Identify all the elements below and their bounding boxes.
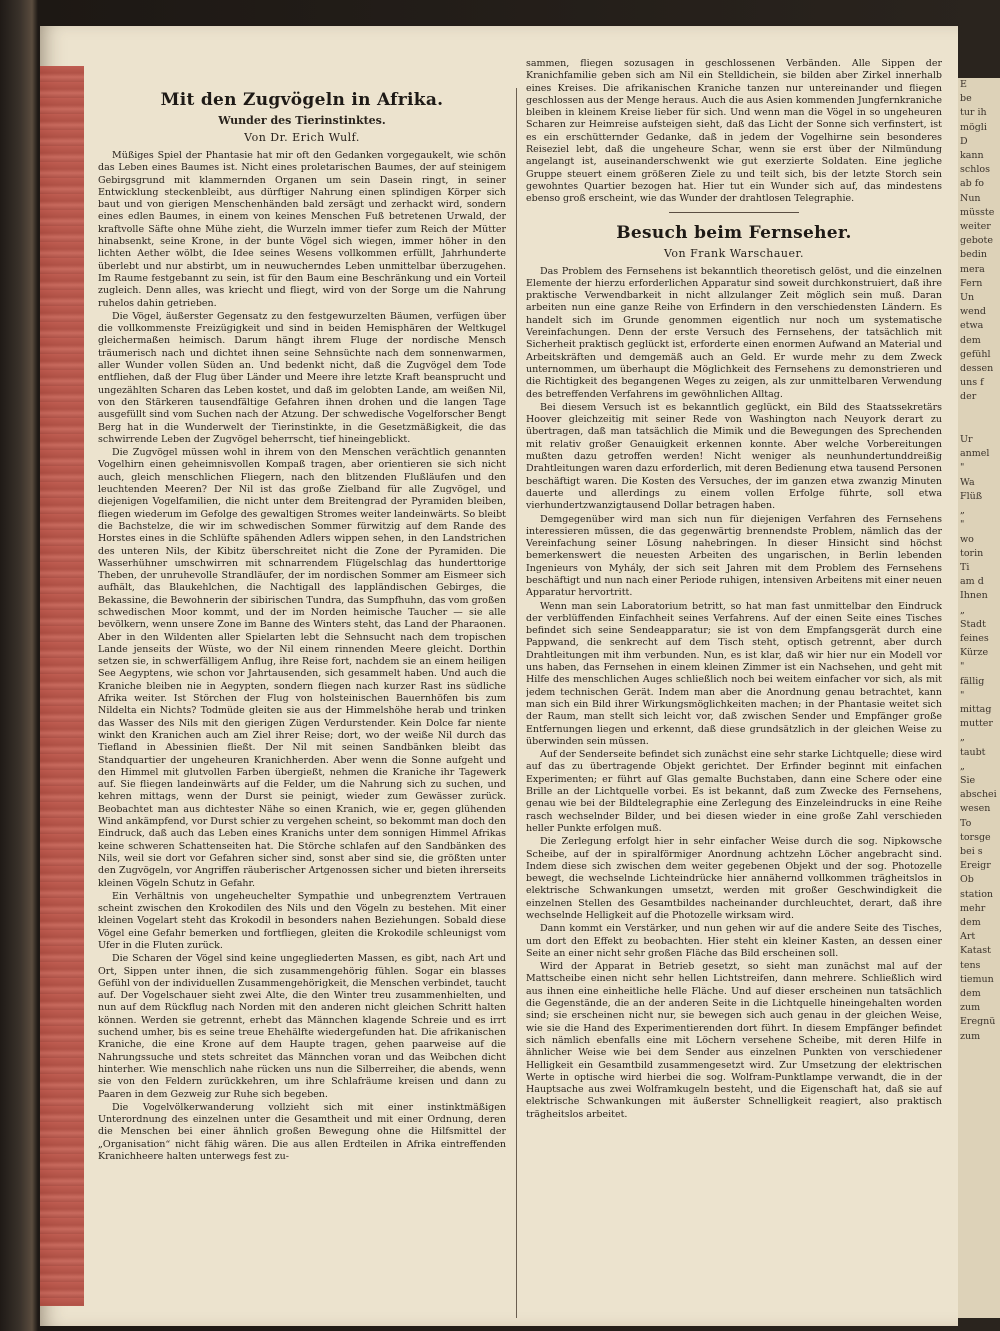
edge-line-fragment: wend: [960, 306, 986, 318]
edge-line-fragment: Wa: [960, 476, 975, 488]
edge-line-fragment: „: [960, 604, 965, 616]
article-author: Von Dr. Erich Wulf.: [244, 131, 360, 144]
article-body: [98, 150, 506, 1163]
edge-line-fragment: ": [960, 661, 965, 673]
edge-line-fragment: Nun: [960, 192, 981, 204]
paragraph: Dann kommt ein Verstärker, und nun gehen wir auf die andere Seite des Tisches, um dort den Effekt zu beobachten. Hier steht ein kleiner Kasten, an dessen einer Seite an einer nicht sehr großen Fläche das Bild erscheinen soll.: [526, 923, 942, 959]
paragraph: Die Vogelvölkerwanderung vollzieht sich mit einer instinktmäßigen Unterordnung des einzelnen unter die Gesamtheit und mit einer Ordnung, deren die Menschen bei einer ähnlich großen Bewegung ohne die Hilfsmittel der „Organisation“ nicht fähig wären. Die aus allen Erdteilen in Afrika eintreffenden Kranichheere halten unterwegs fest zu-: [98, 1101, 506, 1163]
edge-line-fragment: station: [960, 888, 994, 900]
edge-line-fragment: bei s: [960, 845, 983, 857]
article-subtitle: Wunder des Tierinstinktes.: [218, 114, 386, 127]
edge-line-fragment: etwa: [960, 320, 984, 332]
paragraph: Bei diesem Versuch ist es bekanntlich geglückt, ein Bild des Staatssekretärs Hoover gleichzeitig mit seiner Rede von Washington nach Neuyork derart zu übertragen, daß man tatsächlich die Mimik und die Bewegungen des Sprechenden mit relativ großer Genauigkeit erkennen konnte. Aber welche Vorbereitungen mußten dazu getroffen werden! Nicht weniger als neunhundertunddreißig Drahtleitungen waren dazu erforderlich, mit deren Bedienung etwa tausend Personen beschäftigt waren. Die Kosten des Versuches, der im ganzen etwa zwanzig Minuten dauerte und allerdings zu einem vollen Erfolge führte, soll etwa vierhundertzwanzigtausend Dollar betragen haben.: [526, 401, 942, 512]
edge-line-fragment: Stadt: [960, 618, 986, 630]
edge-line-fragment: Ihnen: [960, 590, 988, 602]
edge-line-fragment: der: [960, 391, 977, 403]
edge-line-fragment: To: [960, 817, 972, 829]
edge-line-fragment: Ereigr: [960, 860, 991, 872]
paragraph: Das Problem des Fernsehens ist bekanntlich theoretisch gelöst, und die einzelnen Elemente der hierzu erforderlichen Apparatur sind soweit durchkonstruiert, daß ihre praktische Verwendbarkeit in nicht allzulanger Zeit möglich sein muß. Daran arbeiten nun eine ganze Reihe von Erfindern in den verschiedensten Ländern. Es handelt sich im Grunde genommen eigentlich nur noch um systematische Vereinfachungen. Denn der erste Versuch des Fernsehens, der tatsächlich mit Sicherheit praktisch geglückt ist, erforderte einen enormen Aufwand an Material und Arbeitskräften und demgemäß auch an Geld. Er wurde mehr zu dem Zweck unternommen, um überhaupt die Möglichkeit des Fernsehens zu demonstrieren und die Richtigkeit des begangenen Weges zu zeigen, als zur unmittelbaren Verwendung des betreffenden Verfahrens im gewöhnlichen Alltag.: [526, 265, 942, 400]
article-author: Von Frank Warschauer.: [663, 246, 805, 260]
edge-line-fragment: ": [960, 462, 965, 474]
paragraph: Ein Verhältnis von ungeheuchelter Sympathie und unbegrenztem Vertrauen scheint zwischen den Krokodilen des Nils und den Vögeln zu bestehen. Mit einer kleinen Vogelart steht das Krokodil in besonders nahen Beziehungen. Sobald diese Vögel eine Gefahr bemerken und fortfliegen, gleiten die Krokodile schleunigst vom Ufer in die Fluten zurück.: [98, 890, 506, 951]
edge-line-fragment: torsge: [960, 831, 991, 843]
edge-line-fragment: Fern: [960, 277, 983, 289]
edge-line-fragment: kann: [960, 150, 984, 162]
next-page-edge: [958, 78, 1000, 1318]
edge-line-fragment: wo: [960, 533, 974, 545]
edge-line-fragment: dessen: [960, 363, 994, 375]
edge-line-fragment: wesen: [960, 803, 991, 815]
edge-line-fragment: dem: [960, 916, 981, 928]
edge-line-fragment: zum: [960, 1030, 981, 1042]
edge-line-fragment: Art: [960, 931, 976, 943]
edge-line-fragment: ": [960, 689, 965, 701]
paragraph: Die Vögel, äußerster Gegensatz zu den festgewurzelten Bäumen, verfügen über die vollkommenste Freizügigkeit und sind in beiden Hemisphären der Weltkugel gleichermaßen heimisch. Darum hängt ihrem Fluge der nordische Mensch träumerisch nach und dichtet ihnen seine Sehnsüchte nach dem sonnenwarmen, aller Wunder vollen Süden an. Und bedenkt nicht, daß die Zugvögel dem Tode entfliehen, daß der Flug über Länder und Meere ihre letzte Kraft beansprucht und ungezählten Scharen das Leben kostet, und daß im gelobten Lande, am weißen Nil, von den Stärkeren tausendfältige Gefahren ihnen drohen und die langen Tage ausgefüllt sind vom Suchen nach der Atzung. Der schwedische Vogelforscher Bengt Berg hat in die Wunderwelt der Tierinstinkte, in die Gesetzmäßigkeit, die das schwirrende Leben der Zugvögel beherrscht, tief hineingeblickt.: [98, 310, 506, 445]
edge-line-fragment: bedin: [960, 249, 987, 261]
edge-line-fragment: gebote: [960, 235, 993, 247]
edge-line-fragment: mehr: [960, 902, 986, 914]
edge-line-fragment: mera: [960, 263, 985, 275]
right-column: [526, 58, 942, 1320]
paragraph: Wird der Apparat in Betrieb gesetzt, so sieht man zunächst mal auf der Mattscheibe einen nicht sehr hellen Lichtstreifen, dann mehrere. Schließlich wird aus ihnen eine einheitliche helle Fläche. Und auf dieser erscheinen nun tatsächlich die Gegenstände, die an der anderen Seite in die Lichtquelle hineingehalten worden sind; sie erscheinen nicht nur, sie bewegen sich auch genau in der gleichen Weise, wie sie die Hand des Experimentierenden dort führt. In diesem Empfänger befindet sich nämlich ebenfalls eine mit Löchern versehene Scheibe, mit deren Hilfe in ähnlicher Weise wie bei dem Sender aus einzelnen Punkten von verschiedener Helligkeit ein Gesamtbild zusammengesetzt wird. Zur Umsetzung der elektrischen Werte in optische wird hierbei die sog. Wolfram-Punktlampe verwandt, die in der Hauptsache aus zwei Wolframkugeln besteht, und die Eigenschaft hat, daß sie auf elektrische Schwankungen mit äußerster Schnelligkeit reagiert, also praktisch trägheitslos arbeitet.: [526, 961, 942, 1120]
red-binding-edge: [40, 66, 84, 1306]
edge-line-fragment: weiter: [960, 221, 991, 233]
paragraph: Müßiges Spiel der Phantasie hat mir oft den Gedanken vorgegaukelt, wie schön das Leben eines Baumes ist. Nicht eines proletarischen Baumes, der auf steinigem Gebirgsgrund mit klammernden Organen um sein Dasein ringt, in seiner Entwicklung steckenbleibt, aus dürftiger Nahrung einen splindigen Körper sich baut und von gierigen Menschenhänden bald zersägt und zerhackt wird, sondern eines edlen Baumes, in einem von keines Menschen Fuß betretenen Urwald, der kraftvolle Säfte ohne Mühe zieht, die Wurzeln immer tiefer zum Reich der Mütter hinabsenkt, seine Krone, in der bunte Vögel sich wiegen, immer höher in den lichten Aether wölbt, die Idee seines Wesens vollkommen erfüllt, Jahrhunderte überlebt und nur abstirbt, um in neuwucherndes Leben unmittelbar überzugehen. Im Raume festgebannt zu sein, ist für den Baum eine Beschränkung und ein Vorteil zugleich. Denn alles, was kriecht und fliegt, wird von der Sorge um die Nahrung ruhelos dahin getrieben.: [98, 150, 506, 309]
article-continuation: sammen, fliegen sozusagen in geschlossenen Verbänden. Alle Sippen der Kranichfamilie geben sich am Nil ein Stelldichein, sie bilden aber Zirkel innerhalb eines Kreises. Die afrikanischen Kraniche tanzen nur untereinander und fliegen geschlossen aus der Menge heraus. Auch die aus Asien kommenden Jungfernkraniche bleiben in kleinem Kreise lieber für sich. Und wenn man die Vögel in so ungeheuren Scharen zur Heimreise aufsteigen sieht, daß das Licht der Sonne sich verfinstert, ist es ein erschütternder Gedanke, daß in jedem der Vogelhirne sein besonderes Reiseziel lebt, daß die ungeheure Schar, wenn sie erst über der Nilmündung angelangt ist, auseinanderschwenkt wie gut exerzierte Soldaten. Eine jegliche Gruppe steuert einem größeren Ziele zu und teilt sich, bis der letzte Storch sein gewohntes Quartier bezogen hat. Hier tut ein Wunder sich auf, das mindestens ebenso groß erscheint, wie das Wunder der drahtlosen Telegraphie.: [526, 58, 942, 205]
paragraph: Die Scharen der Vögel sind keine ungegliederten Massen, es gibt, nach Art und Ort, Sippen unter ihnen, die sich zusammengehörig fühlen. Sogar ein blasses Gefühl von der individuellen Zusammengehörigkeit, die Menschen verbindet, taucht auf. Der Vogelschauer sieht zwei Alte, die den Winter treu zusammenhielten, und nun auf dem Rückflug nach Norden mit den anderen nicht gleichen Schritt halten können. Werden sie getrennt, erhebt das Männchen klagende Schreie und es irrt suchend umher, bis es seine treue Ehehälfte wiedergefunden hat. Die afrikanischen Kraniche, die eine Krone auf dem Haupte tragen, gehen paarweise auf die Nahrungssuche und stets schreitet das Männchen voran und das Weibchen dicht hinterher. Wie menschlich nahe rücken uns nun die Silberreiher, die abends, wenn sie von den Feldern zurückkehren, um ihre Schlafräume kreisen und dann zu Paaren in dem Gezweig zur Ruhe sich begeben.: [98, 953, 506, 1100]
paragraph: Die Zugvögel müssen wohl in ihrem von den Menschen verächtlich genannten Vogelhirn einen geheimnisvollen Kompaß tragen, aber orientieren sie sich nicht auch, gleich menschlichen Fliegern, nach den blitzenden Flußläufen und den leuchtenden Meeren? Der Nil ist das große Zielband für alle Zugvögel, und diejenigen Vogelfamilien, die nicht unter dem Breitengrad der Pyramiden bleiben, fliegen wiederum im Gefolge des gewaltigen Stromes weiter landeinwärts. So bleibt die Bachstelze, die wir im schwedischen Sommer fürwitzig auf dem Rande des Horstes eines in die Schlüfte spähenden Adlers wippen sehen, in den Landstrichen des unteren Nils, der Kibitz überschreitet nicht die Zone der Pyramiden. Die Wasserhühner umschwirren mit schnarrendem Flügelschlag das hunderttorige Theben, der unruhevolle Strandläufer, der im nordischen Sommer am Eismeer sich aufhält, das Blaukehlchen, die Nachtigall des lappländischen Gebirges, die Bekassine, die Bewohnerin der sibirischen Tundra, das Sumpfhuhn, das vom großen schwedischen Moor kommt, und der im Norden heimische Taucher — sie alle bevölkern, wenn unsere Zone im Banne des Winters steht, das Land der Pharaonen. Aber in den Wildenten aller Spielarten lebt die Sehnsucht nach dem tropischen Lande jenseits der Wüste, wo der Nil einem rinnenden Meere gleicht. Dorthin setzen sie, in schwerfälligem Anflug, ihre Reise fort, nachdem sie an einem heiligen See Aegyptens, wie schon vor Jahrtausenden, sich gesammelt haben. Und auch die Kraniche bleiben nie in Aegypten, sondern fliegen nach kurzer Rast ins südliche Afrika weiter. Ist Störchen der Flug von holsteinischen Bauernhöfen bis zum Nildelta ein Nichts? Todmüde gleiten sie aus der Himmelshöhe herab und trinken das Wasser des Nils mit den gierigen Zügen Verdurstender. Kein Dolce far niente winkt den Kranichen auch am Ziel ihrer Reise; dort, wo der weiße Nil durch das Tiefland in Abessinien fließt. Der Nil mit seinen Sandbänken bleibt das Standquartier der ungeheuren Kranichherden. Aber wenn die Sonne aufgeht und den Himmel mit glutvollen Farben übergießt, nehmen die Kraniche ihr Tagewerk auf. Sie fliegen landeinwärts auf die Felder, um die Nahrung sich zu suchen, und kehren mittags, wenn der Durst sie peinigt, wieder zum Gewässer zurück. Beobachtet man aus dichtester Nähe so einen Kranich, wie er, gegen glühenden Wind ankämpfend, vor Durst schier zu vergehen scheint, so bekommt man doch den Eindruck, daß auch das Leben eines Kranichs unter dem sonnigen Himmel Afrikas keine schweren Schattenseiten hat. Die Störche schlafen auf den Sandbänken des Nils, weil sie dort vor Gefahren sicher sind, sonst aber sind sie, die größten unter den Zugvögeln, vor Angriffen räuberischer Artgenossen sicher und bieten ihrerseits kleinen Vögeln Schutz in Gefahr.: [98, 447, 506, 889]
edge-line-fragment: E: [960, 79, 967, 90]
edge-line-fragment: uns f: [960, 377, 984, 389]
article-separator: [669, 212, 799, 213]
edge-line-fragment: tiemun: [960, 973, 994, 985]
edge-line-fragment: Ti: [960, 561, 970, 573]
edge-line-fragment: Flüß: [960, 490, 983, 502]
edge-line-fragment: fällig: [960, 675, 985, 687]
edge-line-fragment: Ob: [960, 874, 974, 886]
edge-line-fragment: Kürze: [960, 647, 989, 659]
edge-line-fragment: Un: [960, 292, 975, 304]
paragraph: Die Zerlegung erfolgt hier in sehr einfacher Weise durch die sog. Nipkowsche Scheibe, auf der in spiralförmiger Anordnung achtzehn Löcher angebracht sind. Indem diese sich zwischen dem weiter gegebenen Objekt und der sog. Photozelle bewegt, die wechselnde Lichteindrücke hier annähernd vollkommen trägheitslos in elektrische Schwankungen umsetzt, werden mit großer Geschwindigkeit die einzelnen Stellen des Gesamtbildes nacheinander durchleuchtet, derart, daß ihre wechselnde Helligkeit auf die Photozelle wirksam wird.: [526, 836, 942, 921]
edge-line-fragment: Sie: [960, 774, 976, 786]
edge-line-fragment: be: [960, 93, 972, 105]
edge-line-fragment: [958, 419, 1000, 433]
edge-line-fragment: mögli: [960, 121, 987, 133]
edge-line-fragment: tur ih: [960, 107, 987, 119]
edge-line-fragment: [958, 405, 1000, 419]
article-title-zugvoegel: Mit den Zugvögeln in Afrika.: [160, 90, 444, 110]
edge-line-fragment: schlos: [960, 164, 990, 176]
edge-line-fragment: D: [960, 135, 968, 147]
edge-line-fragment: Ur: [960, 434, 973, 446]
edge-line-fragment: mittag: [960, 703, 992, 715]
column-divider: [516, 88, 517, 1318]
edge-line-fragment: Eregnü: [960, 1016, 996, 1028]
left-column: [98, 58, 506, 1320]
edge-line-fragment: „: [960, 505, 965, 517]
edge-line-fragment: Katast: [960, 945, 991, 957]
edge-line-fragment: „: [960, 732, 965, 744]
edge-line-fragment: anmel: [960, 448, 990, 460]
edge-line-fragment: „: [960, 760, 965, 772]
edge-line-fragment: dem: [960, 988, 981, 999]
edge-line-fragment: am d: [960, 576, 984, 588]
edge-line-fragment: tens: [960, 959, 981, 971]
edge-line-fragment: torin: [960, 547, 984, 559]
edge-line-fragment: abschei: [960, 789, 997, 801]
article-title-fernseher: Besuch beim Fernseher.: [616, 222, 852, 243]
edge-line-fragment: dem: [960, 334, 981, 346]
edge-line-fragment: gefühl: [960, 348, 991, 360]
edge-line-fragment: müsste: [960, 206, 995, 218]
edge-line-fragment: ab fo: [960, 178, 985, 190]
paragraph: Demgegenüber wird man sich nun für diejenigen Verfahren des Fernsehens interessieren müssen, die das gegenwärtig brennendste Problem, nämlich das der Vereinfachung seiner Lösung nahebringen. In dieser Hinsicht sind höchst bemerkenswert die neuesten Arbeiten des ungarischen, in Berlin lebenden Ingenieurs von Myhály, der sich seit Jahren mit dem Problem des Fernsehens beschäftigt und nun nach einer Periode ruhigen, intensiven Arbeitens mit einer neuen Apparatur hervortritt.: [526, 513, 942, 599]
edge-line-fragment: mutter: [960, 718, 993, 730]
edge-line-fragment: zum: [960, 1002, 981, 1014]
edge-line-fragment: feines: [960, 632, 989, 644]
article-body: [526, 266, 942, 1121]
paragraph: Wenn man sein Laboratorium betritt, so hat man fast unmittelbar den Eindruck der verblüffenden Einfachheit seines Verfahrens. Auf der einen Seite eines Tisches befindet sich seine Sendeapparatur; sie ist von dem Empfangsgerät durch eine Pappwand, die senkrecht auf dem Tisch steht, optisch getrennt, aber durch Drahtleitungen mit ihm verbunden. Nun, es ist klar, daß wir hier nur ein Modell vor uns haben, das Fernsehen in einem kleinen Zimmer ist ein Nachsehen, und geht mit Hilfe des menschlichen Auges schließlich noch bei weitem einfacher vor sich, als mit jedem technischen Gerät. Indem man aber die Anordnung genau betrachtet, kann man sich ein Bild ihrer Wirkungsmöglichkeiten machen; in der Phantasie weitet sich der Raum, man stellt sich leicht vor, daß zwischen Sender und Empfänger große Entfernungen liegen und erkennt, daß diese grundsätzlich in der gleichen Weise zu überwinden sein müssen.: [526, 600, 942, 747]
paragraph: Auf der Senderseite befindet sich zunächst eine sehr starke Lichtquelle; diese wird auf das zu übertragende Objekt gerichtet. Der Erfinder beginnt mit einfachen Experimenten; er führt auf Glas gemalte Buchstaben, dann eine Schere oder eine Brille an der Lichtquelle vorbei. Es ist bekannt, daß zum Zwecke des Fernsehens, genau wie bei der Bildtelegraphie eine Zerlegung des Einzeleindrucks in eine Reihe rasch wechselnder Bilder, und bei diesen wieder in eine große Zahl verschieden heller Punkte erfolgen muß.: [526, 749, 942, 834]
edge-line-fragment: taubt: [960, 746, 986, 758]
edge-line-fragment: ": [960, 519, 965, 531]
